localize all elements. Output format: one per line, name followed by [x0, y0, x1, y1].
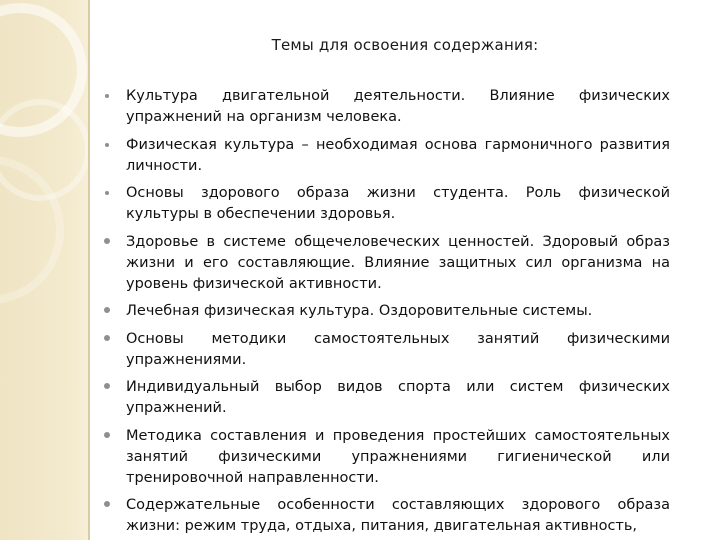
decorative-circles-graphic — [0, 0, 88, 540]
list-item — [104, 495, 670, 537]
list-item — [104, 86, 670, 128]
bullet-icon — [104, 383, 110, 389]
list-item — [104, 377, 670, 419]
bullet-icon — [104, 238, 110, 244]
list-item — [104, 183, 670, 225]
bullet-icon — [104, 501, 110, 507]
topics-list-container — [104, 86, 670, 544]
list-item-text: Здоровье в системе общечеловеческих ценностей. Здоровый образ жизни и его составляющие. Влияние защитных сил организма на уровень физической активности. — [126, 233, 670, 292]
list-item — [104, 426, 670, 489]
list-item-text: Содержательные особенности составляющих здорового образа жизни: режим труда, отдыха, питания, двигательная активность, — [126, 497, 670, 534]
list-item-text: Лечебная физическая культура. Оздоровительные системы. — [126, 303, 593, 319]
list-item-text: Культура двигательной деятельности. Влияние физических упражнений на организм человека. — [126, 88, 670, 125]
list-item-text: Методика составления и проведения простейших самостоятельных занятий физическими упражнениями гигиенической или тренировочной направленности. — [126, 427, 670, 486]
list-item — [104, 232, 670, 295]
list-item-text: Физическая культура – необходимая основа гармоничного развития личности. — [126, 136, 670, 174]
list-item-text: Основы методики самостоятельных занятий физическими упражнениями. — [126, 330, 670, 368]
slide-title: Темы для освоения содержания: — [271, 36, 539, 54]
list-item-text: Основы здорового образа жизни студента. Роль физической культуры в обеспечении здоровья. — [126, 185, 670, 222]
list-item — [104, 329, 670, 371]
bullet-icon — [104, 432, 110, 438]
list-item-text: Индивидуальный выбор видов спорта или систем физических упражнений. — [126, 379, 670, 416]
list-item — [104, 135, 670, 177]
bullet-icon — [105, 94, 109, 98]
bullet-icon — [104, 335, 110, 341]
bullet-icon — [105, 143, 109, 147]
decorative-side-panel — [0, 0, 88, 540]
bullet-icon — [105, 191, 109, 195]
topics-list — [104, 86, 670, 537]
list-item — [104, 301, 670, 322]
panel-divider — [88, 0, 90, 540]
bullet-icon — [104, 307, 110, 313]
